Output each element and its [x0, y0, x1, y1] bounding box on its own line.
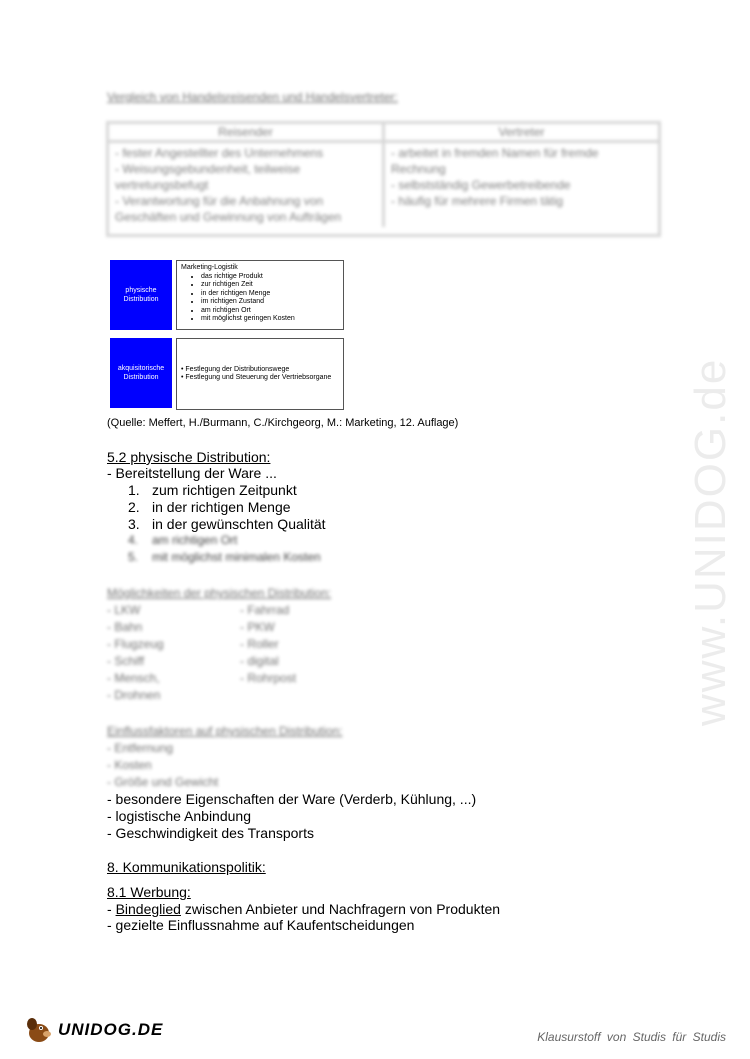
list-item: • im richtigen Zustand: [201, 298, 339, 307]
einfluss-heading: Einflussfaktoren auf physischen Distribution:: [107, 724, 343, 738]
list-item: • am richtigen Ort: [201, 307, 339, 316]
section-intro: - Bereitstellung der Ware ...: [107, 465, 277, 481]
table-cell: - fester Angestellter des Unternehmens: [115, 146, 324, 160]
blurred-heading: Vergleich von Handelsreisenden und Handelsvertreter:: [107, 90, 398, 104]
marketing-logistik-box: [176, 260, 344, 330]
moeglichkeiten-heading: Möglichkeiten der physischen Distribution:: [107, 586, 332, 600]
table-header-vertreter: Vertreter: [498, 125, 545, 139]
werbung-line-2: - gezielte Einflussnahme auf Kaufentscheidungen: [107, 917, 415, 933]
list-item: • das richtige Produkt: [201, 273, 339, 282]
list-item: 3. in der gewünschten Qualität: [128, 516, 326, 532]
source-citation: (Quelle: Meffert, H./Burmann, C./Kirchgeorg, M.: Marketing, 12. Auflage): [107, 417, 459, 429]
list-item: • Festlegung und Steuerung der Vertriebsorgane: [181, 374, 332, 381]
list-item: - Geschwindigkeit des Transports: [107, 825, 314, 841]
list-item: 5. mit möglichst minimalen Kosten: [128, 550, 321, 564]
list-item: 1. zum richtigen Zeitpunkt: [128, 482, 297, 498]
distribution-diagram: [110, 260, 346, 412]
akquisitorische-distribution-box: akquisitorische Distribution: [110, 338, 172, 408]
table-cell: - arbeitet in fremden Namen für fremde Rechnung: [391, 146, 599, 176]
vertrieb-box: [176, 338, 344, 410]
section-title-8: 8. Kommunikationspolitik:: [107, 859, 266, 875]
section-title-8-1: 8.1 Werbung:: [107, 884, 191, 900]
table-cell: - häufig für mehrere Firmen tätig: [391, 194, 564, 208]
einfluss-blurred-list: - Entfernung - Kosten - Größe und Gewicht: [107, 741, 219, 789]
dog-icon: [24, 1016, 54, 1044]
list-item: • mit möglichst geringen Kosten: [201, 315, 339, 324]
list-item: 4. am richtigen Ort: [128, 533, 238, 547]
unidog-logo[interactable]: [24, 1016, 163, 1044]
list-item: 2. in der richtigen Menge: [128, 499, 291, 515]
table-cell: - Weisungsgebundenheit, teilweise vertretungsbefugt: [115, 162, 301, 192]
moeglichkeiten-left: - LKW - Bahn - Flugzeug - Schiff - Mensch, - Drohnen: [107, 603, 164, 702]
moeglichkeiten-right: - Fahrrad - PKW - Roller - digital - Rohrpost: [240, 603, 297, 685]
section-title-5-2: 5.2 physische Distribution:: [107, 449, 271, 465]
footer-tagline: Klausurstoff von Studis für Studis: [537, 1030, 726, 1044]
logo-text: UNIDOG.DE: [58, 1020, 164, 1039]
table-header-reisender: Reisender: [218, 125, 273, 139]
list-item: - logistische Anbindung: [107, 808, 251, 824]
list-item: • in der richtigen Menge: [201, 290, 339, 299]
werbung-line-1: - Bindeglied zwischen Anbieter und Nachfragern von Produkten: [107, 901, 501, 917]
table-cell: - selbstständig Gewerbetreibende: [391, 178, 571, 192]
physische-distribution-box: physische Distribution: [110, 260, 172, 330]
list-item: • zur richtigen Zeit: [201, 281, 339, 290]
list-title: Marketing-Logistik: [181, 264, 238, 271]
list-item: - besondere Eigenschaften der Ware (Verderb, Kühlung, ...): [107, 791, 477, 807]
comparison-table: [106, 121, 661, 237]
table-cell: - Verantwortung für die Anbahnung von Geschäften und Gewinnung von Aufträgen: [115, 194, 342, 224]
list-item: • Festlegung der Distributionswege: [181, 365, 290, 373]
